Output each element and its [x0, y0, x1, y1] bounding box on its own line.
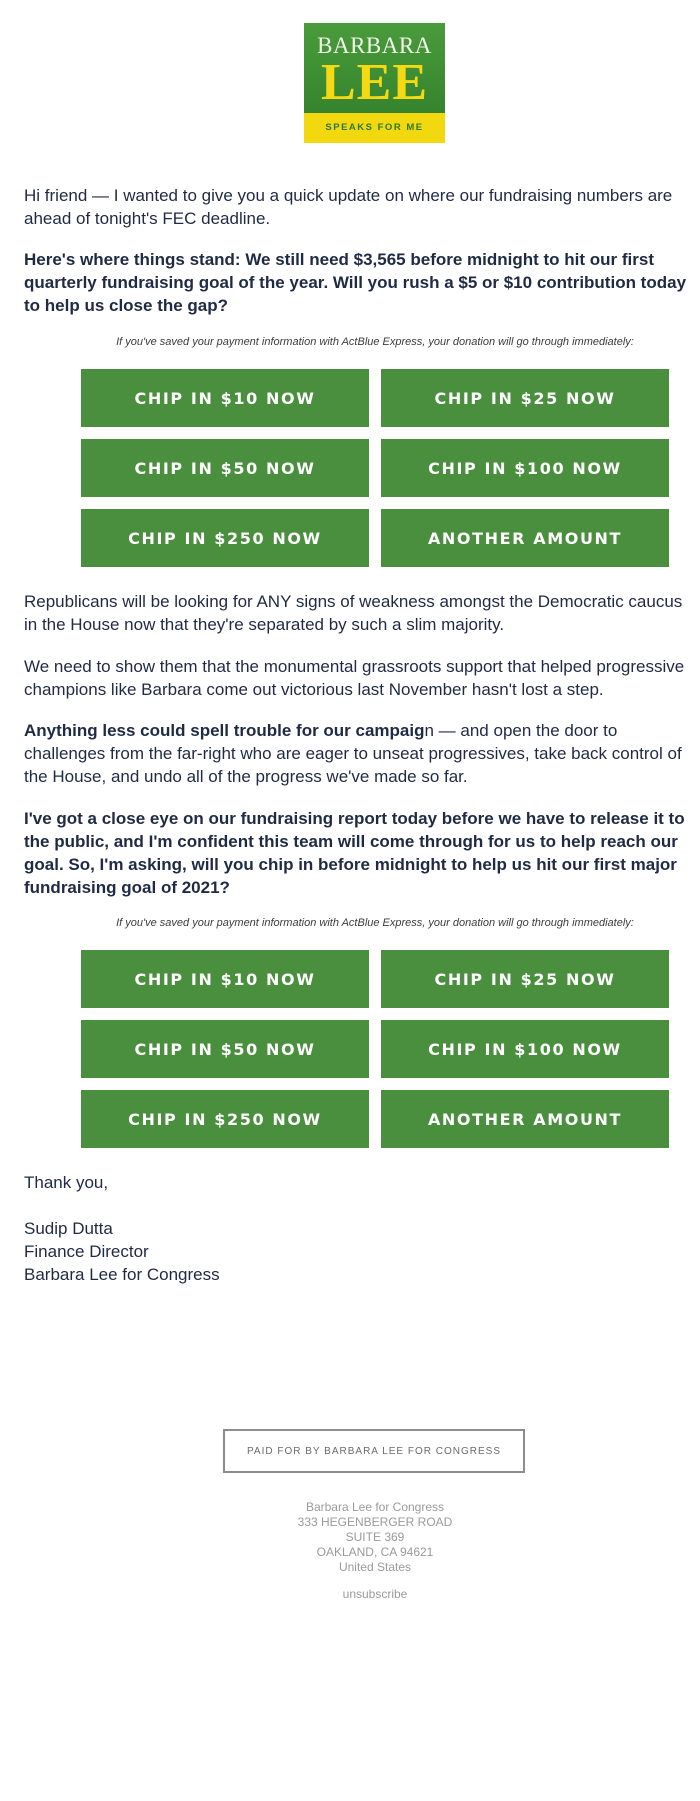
ask-paragraph-2 [24, 807, 700, 899]
ask2-line-3: goal. So, I'm asking, will you chip in before midnight to help us hit our first major [24, 855, 677, 874]
address-org: Barbara Lee for Congress [305, 1500, 445, 1514]
intro-line-2: ahead of tonight's FEC deadline. [24, 209, 271, 228]
body1-line-2: in the House now that they're separated by such a slim majority. [24, 615, 505, 634]
ask2-line-4: fundraising goal of 2021? [24, 878, 230, 897]
body-paragraph-1 [24, 590, 700, 636]
barbara-lee-logo [304, 23, 445, 143]
ask2-line-2: the public, and I'm confident this team will come through for us to help reach our [24, 832, 678, 851]
ask1-line-2: quarterly fundraising goal of the year. Will you rush a $5 or $10 contribution today [24, 273, 687, 292]
chip-in-10-button[interactable]: CHIP IN $10 NOW [81, 369, 369, 427]
body2-line-1: We need to show them that the monumental grassroots support that helped progressive [24, 657, 685, 676]
chip-in-50-button[interactable]: CHIP IN $50 NOW [81, 1020, 369, 1078]
address-country: United States [338, 1560, 412, 1574]
ask1-line-1: Here's where things stand: We still need $3,565 before midnight to hit our first [24, 250, 655, 269]
chip-in-250-button[interactable]: CHIP IN $250 NOW [81, 509, 369, 567]
ask2-line-1: I've got a close eye on our fundraising report today before we have to release it to [24, 809, 685, 828]
chip-in-100-button[interactable]: CHIP IN $100 NOW [381, 1020, 669, 1078]
chip-in-25-button[interactable]: CHIP IN $25 NOW [381, 950, 669, 1008]
signer-title: Finance Director [24, 1242, 149, 1261]
intro-line-1: Hi friend — I wanted to give you a quick update on where our fundraising numbers are [24, 186, 673, 205]
chip-in-100-button[interactable]: CHIP IN $100 NOW [381, 439, 669, 497]
body1-line-1: Republicans will be looking for ANY signs of weakness amongst the Democratic caucus [24, 592, 683, 611]
chip-in-50-button[interactable]: CHIP IN $50 NOW [81, 439, 369, 497]
signature-block [24, 1217, 220, 1286]
logo-tagline: SPEAKS FOR ME [325, 122, 424, 133]
body3-line-1-rest: n — and open the door to [424, 721, 618, 740]
unsubscribe-link[interactable]: unsubscribe [342, 1587, 408, 1601]
logo-first-name: BARBARA [317, 33, 432, 58]
logo-last-name: LEE [320, 54, 429, 111]
chip-in-25-button[interactable]: CHIP IN $25 NOW [381, 369, 669, 427]
chip-in-250-button[interactable]: CHIP IN $250 NOW [81, 1090, 369, 1148]
body3-bold-part: Anything less could spell trouble for our campaig [24, 721, 425, 740]
address-street: 333 HEGENBERGER ROAD [297, 1515, 453, 1529]
signer-name: Sudip Dutta [24, 1219, 113, 1238]
body3-line-2: challenges from the far-right who are eager to unseat progressives, take back control of [24, 744, 682, 763]
address-city: OAKLAND, CA 94621 [316, 1545, 434, 1559]
intro-paragraph [24, 184, 700, 230]
ask-paragraph-1 [24, 248, 700, 317]
paid-for-disclaimer: PAID FOR BY BARBARA LEE FOR CONGRESS [223, 1429, 525, 1473]
actblue-express-note: If you've saved your payment information with ActBlue Express, your donation will go through immediately: [116, 917, 634, 929]
footer-address [0, 1500, 700, 1575]
chip-in-10-button[interactable]: CHIP IN $10 NOW [81, 950, 369, 1008]
body2-line-2: champions like Barbara come out victorious last November hasn't lost a step. [24, 680, 604, 699]
address-suite: SUITE 369 [345, 1530, 405, 1544]
logo-tagline-strip [304, 113, 445, 143]
another-amount-button[interactable]: ANOTHER AMOUNT [381, 1090, 669, 1148]
signer-org: Barbara Lee for Congress [24, 1265, 220, 1284]
thank-you-text: Thank you, [24, 1173, 109, 1192]
body3-line-3: the House, and undo all of the progress we've made so far. [24, 767, 468, 786]
body-paragraph-2 [24, 655, 700, 701]
actblue-express-note: If you've saved your payment information with ActBlue Express, your donation will go through immediately: [116, 336, 634, 348]
ask1-line-3: to help us close the gap? [24, 296, 229, 315]
another-amount-button[interactable]: ANOTHER AMOUNT [381, 509, 669, 567]
body-paragraph-3 [24, 719, 700, 788]
